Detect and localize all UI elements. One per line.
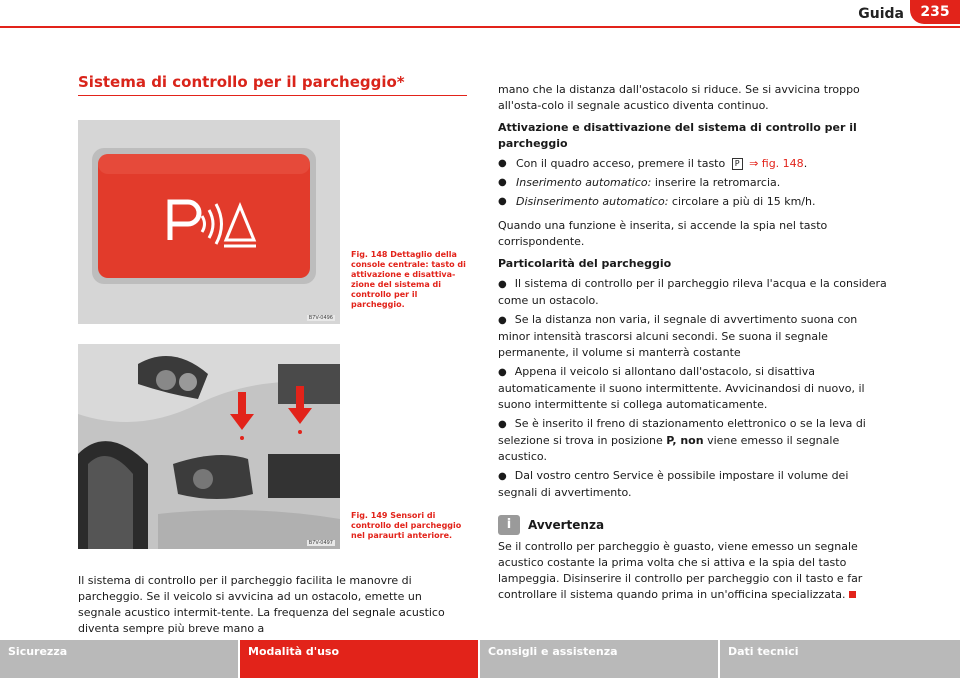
activation-bullet-3: ● Disinserimento automatico: circolare a più di 15 km/h. bbox=[498, 194, 890, 210]
figure-149-id: B7V-0497 bbox=[308, 540, 333, 546]
footer-tab-consigli-assistenza[interactable]: Consigli e assistenza bbox=[480, 640, 720, 678]
particulars-subtitle: Particolarità del parcheggio bbox=[498, 257, 672, 270]
footer-tab-modalita-uso[interactable]: Modalità d'uso bbox=[240, 640, 480, 678]
warning-header bbox=[498, 515, 890, 535]
figure-149-sensors bbox=[78, 344, 340, 549]
footer-tab-dati-tecnici[interactable]: Dati tecnici bbox=[720, 640, 960, 678]
section-rule bbox=[78, 95, 467, 96]
particulars-bullet-1: ● Il sistema di controllo per il parcheggio rileva l'acqua e la considera come un ostacolo. bbox=[498, 276, 890, 309]
parking-button-illustration bbox=[78, 120, 340, 324]
particulars-bullet-2: ● Se la distanza non varia, il segnale di avvertimento suona con minor intensità trascorsi alcuni secondi. Se suona il segnale permanente, il volume si manterrà costante bbox=[498, 312, 890, 361]
footer-tab-sicurezza[interactable]: Sicurezza bbox=[0, 640, 240, 678]
activation-bullet-2: ● Inserimento automatico: inserire la retromarcia. bbox=[498, 175, 890, 191]
section-title: Sistema di controllo per il parcheggio* bbox=[78, 73, 405, 91]
particulars-bullet-5: ● Dal vostro centro Service è possibile impostare il volume dei segnali di avvertimento. bbox=[498, 468, 890, 501]
continuation-paragraph: mano che la distanza dall'ostacolo si riduce. Se si avvicina troppo all'osta-colo il segnale acustico diventa continuo. bbox=[498, 83, 860, 112]
warning-title: Avvertenza bbox=[528, 518, 605, 532]
page-number-badge: 235 bbox=[910, 0, 960, 24]
figure-148-caption: Fig. 148 Dettaglio della console centrale: tasto di attivazione e disattiva-zione del sistema di controllo per il parcheggio. bbox=[351, 250, 466, 309]
info-note-icon: i bbox=[498, 515, 520, 535]
particulars-bullet-4: ● Se è inserito il freno di stazionamento elettronico o se la leva di selezione si trova in posizione P, non viene emesso il segnale acustico. bbox=[498, 416, 890, 465]
figure-148-id: B7V-0496 bbox=[308, 315, 333, 321]
running-header-title: Guida bbox=[858, 6, 904, 22]
figure-148-ref-link[interactable]: ⇒ fig. 148 bbox=[749, 157, 804, 170]
activation-subtitle: Attivazione e disattivazione del sistema di controllo per il parcheggio bbox=[498, 121, 857, 150]
figure-149-caption: Fig. 149 Sensori di controllo del parcheggio nel paraurti anteriore. bbox=[351, 511, 462, 540]
header-rule bbox=[0, 26, 960, 28]
activation-bullet-1: ● Con il quadro acceso, premere il tasto P ⇒ fig. 148. bbox=[498, 156, 890, 172]
footer-nav bbox=[0, 640, 960, 678]
particulars-bullet-3: ● Appena il veicolo si allontano dall'ostacolo, si disattiva automaticamente il suono intermittente. Avvicinandosi di nuovo, il suono intermittente si collega automaticamente. bbox=[498, 364, 890, 413]
parking-key-icon: P bbox=[732, 158, 743, 170]
figure-148-parking-button bbox=[78, 120, 340, 324]
section-end-mark bbox=[849, 591, 856, 598]
bumper-sensors-illustration bbox=[78, 344, 340, 549]
warning-text: Se il controllo per parcheggio è guasto, viene emesso un segnale acustico costante la prima volta che si attiva e la spia del tasto lampeggia. Disinserire il controllo per parcheggio con il tasto e far controllare il sistema quando prima in un'officina specializzata. bbox=[498, 540, 863, 601]
indicator-paragraph: Quando una funzione è inserita, si accende la spia nel tasto corrispondente. bbox=[498, 219, 828, 248]
intro-paragraph: Il sistema di controllo per il parcheggio facilita le manovre di parcheggio. Se il veicolo si avvicina ad un ostacolo, emette un segnale acustico intermit-tente. La frequenza del segnale acustico diventa sempre più breve mano a bbox=[78, 574, 445, 635]
right-column bbox=[498, 82, 890, 603]
